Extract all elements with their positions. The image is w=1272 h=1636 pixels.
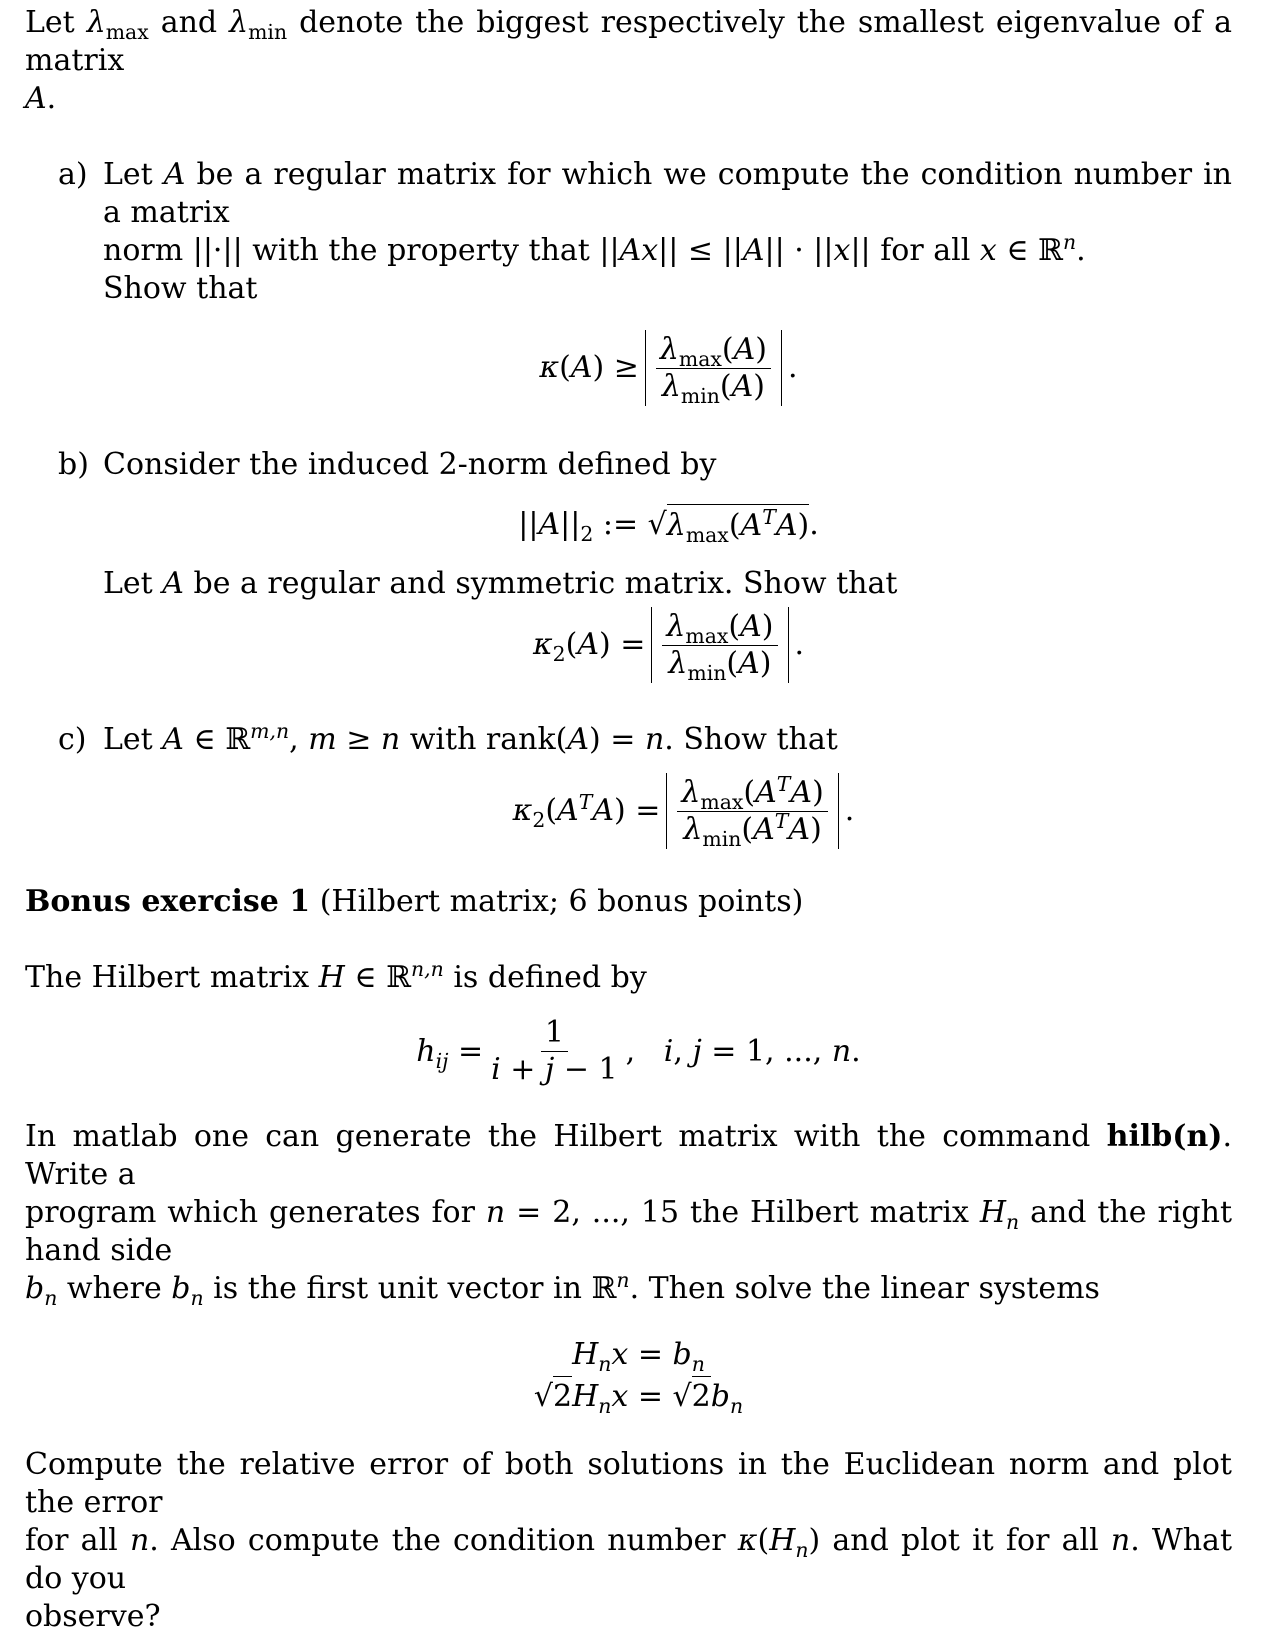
bonus-paragraph-1: In matlab one can generate the Hilbert matrix with the command hilb(n). Write a program which generates for n = 2, ..., 15 the Hilbert matrix $H_n$ and the right hand side $b_n$ where $b_n$ is the first unit vector in ℝ$^n$. Then solve the linear systems bbox=[25, 1119, 1233, 1311]
part-a-line1: Let A be a regular matrix for which we compute the condition number in a matrix bbox=[103, 157, 1232, 230]
part-a bbox=[25, 156, 1232, 308]
part-b-formula: $\kappa_2(A)$ = $\frac{\lambda_{max}(A)}{\lambda_{min}(A)}$ . bbox=[532, 608, 805, 685]
part-b-norm-def: $||A||_2$ := √ $\lambda_{max}(A^TA)$ . bbox=[518, 504, 819, 548]
bonus-heading: Bonus exercise 1 (Hilbert matrix; 6 bonus points) bbox=[25, 884, 804, 919]
part-a-formula: κ(A) ≥ $\frac{\lambda_{max}(A)}{\lambda_{min}(A)}$ . bbox=[539, 331, 798, 408]
part-a-line3: Show that bbox=[103, 271, 258, 306]
hilb-command: hilb(n) bbox=[1106, 1119, 1223, 1154]
part-c bbox=[25, 718, 1232, 759]
part-b-line1: Consider the induced 2-norm defined by bbox=[103, 447, 717, 482]
exercise-sheet bbox=[25, 4, 1232, 1636]
bonus-definition: The Hilbert matrix H ∈ ℝ$^{n,n}$ is defined by bbox=[25, 956, 647, 995]
bonus-paragraph-2: Compute the relative error of both solutions in the Euclidean norm and plot the error for all n. Also compute the condition number $\kappa(H_n)$ and plot it for all n. What do you observe? bbox=[25, 1447, 1233, 1634]
part-a-label: a) bbox=[58, 157, 88, 192]
part-c-formula: $\kappa_2(A^TA)$ = $\frac{\lambda_{max}(A^TA)}{\lambda_{min}(A^TA)}$ . bbox=[512, 771, 855, 851]
system-1: $H_nx = b_n$ bbox=[572, 1337, 705, 1377]
part-c-line1: Let A ∈ ℝ$^{m,n}$, m ≥ n with rank(A) = n. Show that bbox=[103, 718, 838, 757]
hilbert-formula: $h_{ij}$ = $\frac{1}{i + j - 1}$ , i, j = 1, ..., n. bbox=[416, 1015, 861, 1087]
part-c-label: c) bbox=[58, 722, 87, 757]
part-a-line2: norm ||·|| with the property that ||Ax|| ≤ ||A|| · ||x|| for all x ∈ ℝ$^n$. bbox=[103, 229, 1086, 268]
intro-paragraph: Let $\lambda_{max}$ and $\lambda_{min}$ denote the biggest respectively the smallest eigenvalue of a matrix A. bbox=[25, 5, 1232, 116]
part-b bbox=[25, 446, 1232, 484]
linear-systems bbox=[25, 1336, 1232, 1419]
part-b-label: b) bbox=[58, 447, 89, 482]
part-b-statement: Let A be a regular and symmetric matrix. Show that bbox=[103, 566, 898, 601]
system-2: $√2H_nx = √2b_n$ bbox=[45, 1378, 1232, 1416]
